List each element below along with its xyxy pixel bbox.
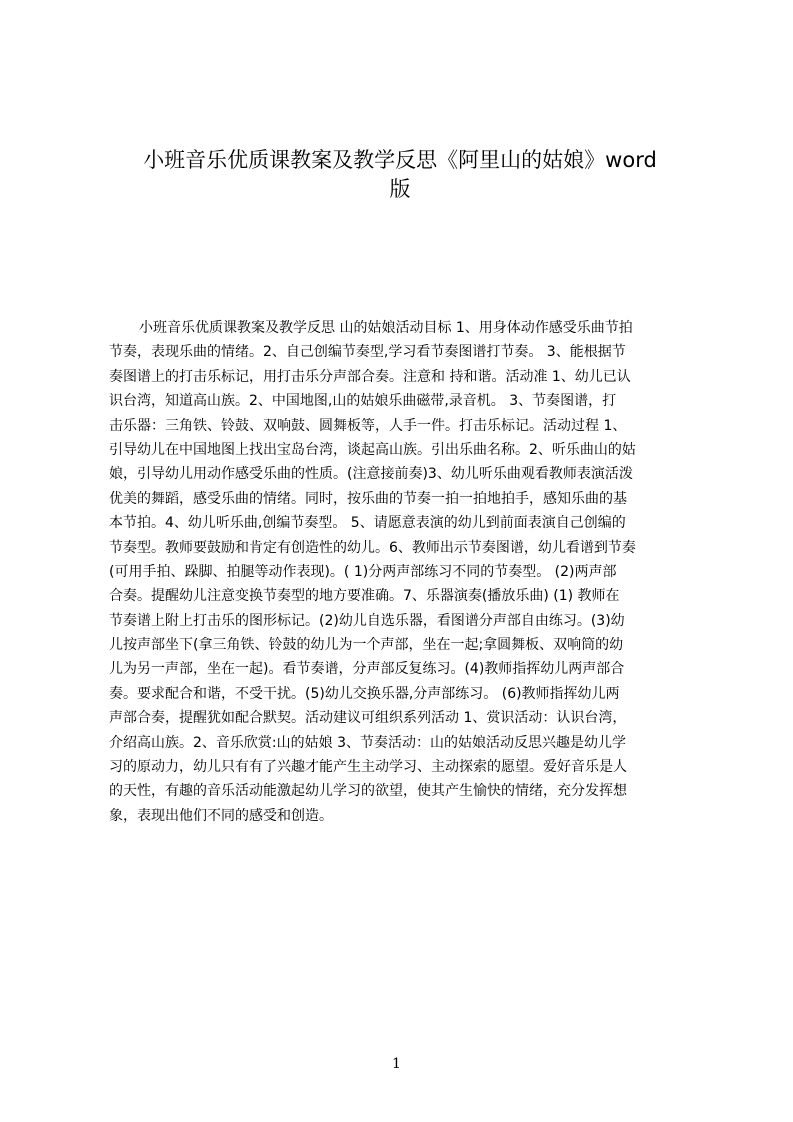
body-line: 击乐器：三角铁、铃鼓、双响鼓、圆舞板等，人手一件。打击乐标记。活动过程 1、 — [109, 417, 627, 434]
body-line: 习的原动力，幼儿只有有了兴趣才能产生主动学习、主动探索的愿望。爱好音乐是人 — [109, 759, 627, 776]
body-line: 本节拍。4、幼儿听乐曲,创编节奏型。 5、请愿意表演的幼儿到前面表演自己创编的 — [109, 515, 626, 532]
page-number: 1 — [392, 1056, 401, 1072]
body-line: 娘，引导幼儿用动作感受乐曲的性质。(注意接前奏)3、幼儿听乐曲观看教师表演活泼 — [109, 466, 633, 483]
body-line: 节奏型。教师要鼓励和肯定有创造性的幼儿。6、教师出示节奏图谱，幼儿看谱到节奏 — [109, 539, 636, 556]
body-line: 优美的舞蹈，感受乐曲的情绪。同时，按乐曲的节奏一拍一拍地拍手，感知乐曲的基 — [109, 490, 627, 507]
page-title — [100, 146, 700, 204]
body-line: (可用手拍、跺脚、拍腿等动作表现)。( 1)分两声部练习不同的节奏型。 (2)两声部 — [109, 563, 617, 580]
body-line: 合奏。提醒幼儿注意变换节奏型的地方要准确。7、乐器演奏(播放乐曲) (1) 教师在 — [109, 588, 620, 605]
body-paragraph — [109, 316, 701, 828]
body-line: 奏图谱上的打击乐标记，用打击乐分声部合奏。注意和 持和谐。活动准 1、幼儿已认 — [109, 368, 631, 385]
title-line: 版 — [389, 177, 411, 201]
body-line: 声部合奏，提醒犹如配合默契。活动建议可组织系列活动 1、赏识活动：认识台湾， — [109, 710, 627, 727]
title-line: 小班音乐优质课教案及教学反思《阿里山的姑娘》word — [143, 148, 657, 172]
body-line: 识台湾，知道高山族。2、中国地图,山的姑娘乐曲磁带,录音机。 3、节奏图谱，打 — [109, 393, 617, 410]
body-line: 节奏，表现乐曲的情绪。2、自己创编节奏型,学习看节奏图谱打节奏。 3、能根据节 — [109, 344, 626, 361]
body-line: 儿为另一声部，坐在一起)。看节奏谱，分声部反复练习。(4)教师指挥幼儿两声部合 — [109, 661, 625, 678]
body-line: 儿按声部坐下(拿三角铁、铃鼓的幼儿为一个声部，坐在一起;拿圆舞板、双响筒的幼 — [109, 637, 624, 654]
body-line: 的天性，有趣的音乐活动能激起幼儿学习的欲望，使其产生愉快的情绪，充分发挥想 — [109, 783, 627, 800]
body-line: 节奏谱上附上打击乐的图形标记。(2)幼儿自选乐器，看图谱分声部自由练习。(3)幼 — [109, 612, 625, 629]
body-line: 象，表现出他们不同的感受和创造。 — [109, 807, 333, 824]
body-line: 介绍高山族。2、音乐欣赏:山的姑娘 3、节奏活动：山的姑娘活动反思兴趣是幼儿学 — [109, 734, 626, 751]
body-line: 引导幼儿在中国地图上找出宝岛台湾，谈起高山族。引出乐曲名称。2、听乐曲山的姑 — [109, 441, 636, 458]
body-line: 小班音乐优质课教案及教学反思 山的姑娘活动目标 1、用身体动作感受乐曲节拍 — [139, 320, 633, 336]
body-line: 奏。要求配合和谐，不受干扰。(5)幼儿交换乐器,分声部练习。 (6)教师指挥幼儿两 — [109, 685, 620, 702]
